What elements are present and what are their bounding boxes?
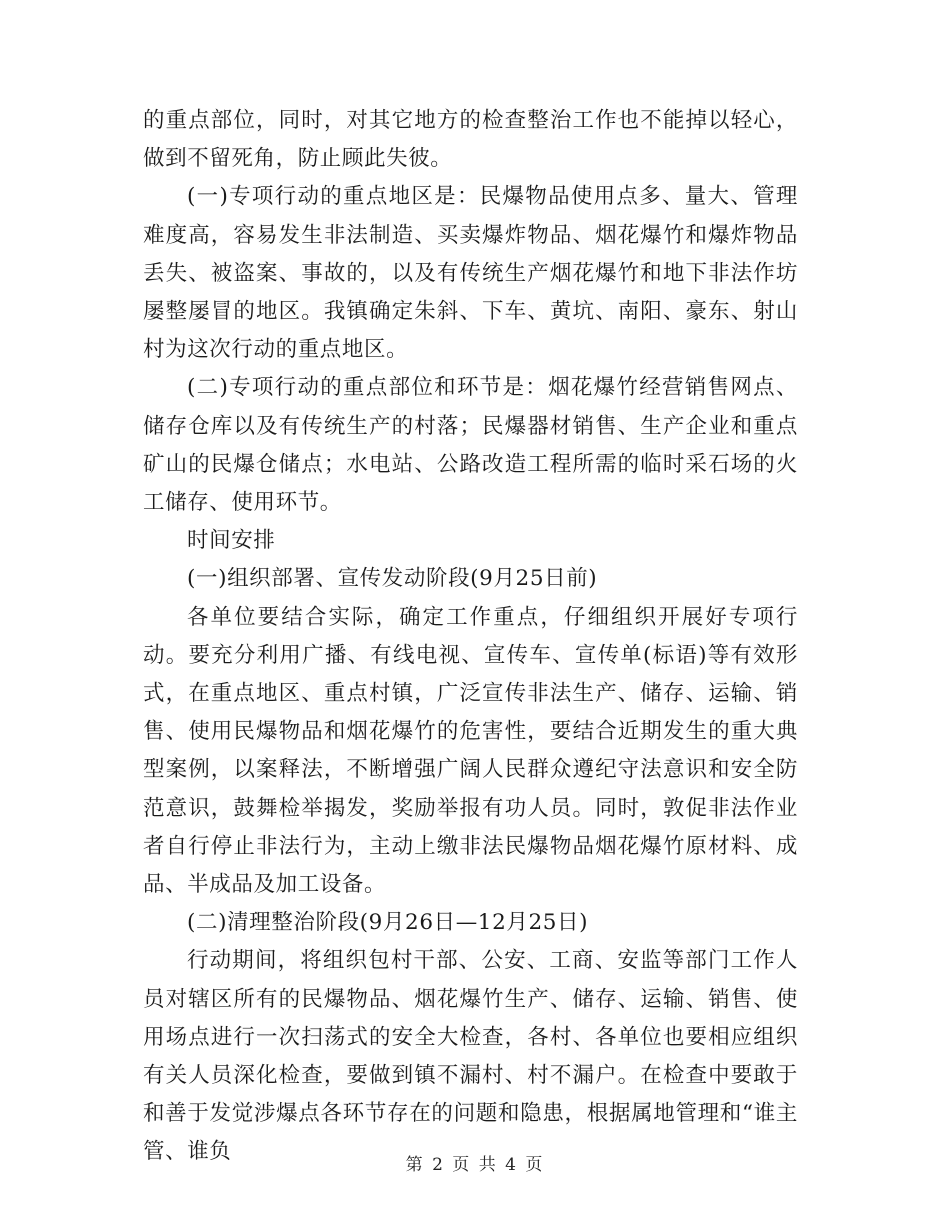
paragraph-phase-two: 行动期间，将组织包村干部、公安、工商、安监等部门工作人员对辖区所有的民爆物品、烟花爆竹生产、储存、运输、销售、使用场点进行一次扫荡式的安全大检查，各村、各单位也要相应组织有关人员深化检查，要做到镇不漏村、村不漏户。在检查中要敢于和善于发觉涉爆点各环节存在的问题和隐患，根据属地管理和“谁主管、谁负	[143, 948, 798, 1165]
paragraph-key-locations: (二)专项行动的重点部位和环节是：烟花爆竹经营销售网点、储存仓库以及有传统生产的村落；民爆器材销售、生产企业和重点矿山的民爆仓储点；水电站、公路改造工程所需的临时采石场的火工储存、使用环节。	[143, 375, 798, 516]
page-number-footer: 第 2 页 共 4 页	[405, 1155, 545, 1175]
paragraph-key-areas: (一)专项行动的重点地区是：民爆物品使用点多、量大、管理难度高，容易发生非法制造、买卖爆炸物品、烟花爆竹和爆炸物品丢失、被盗案、事故的，以及有传统生产烟花爆竹和地下非法作坊屡整屡冒的地区。我镇确定朱斜、下车、黄坑、南阳、豪东、射山村为这次行动的重点地区。	[143, 184, 798, 363]
subheading-phase-two: (二)清理整治阶段(9月26日—12月25日)	[187, 910, 589, 936]
section-heading-schedule: 时间安排	[187, 528, 276, 554]
document-body	[143, 102, 798, 1172]
subheading-phase-one: (一)组织部署、宣传发动阶段(9月25日前)	[187, 566, 598, 592]
paragraph-continuation: 的重点部位，同时，对其它地方的检查整治工作也不能掉以轻心，做到不留死角，防止顾此失彼。	[143, 108, 798, 172]
paragraph-phase-one: 各单位要结合实际，确定工作重点，仔细组织开展好专项行动。要充分利用广播、有线电视、宣传车、宣传单(标语)等有效形式，在重点地区、重点村镇，广泛宣传非法生产、储存、运输、销售、使用民爆物品和烟花爆竹的危害性，要结合近期发生的重大典型案例，以案释法，不断增强广阔人民群众遵纪守法意识和安全防范意识，鼓舞检举揭发，奖励举报有功人员。同时，敦促非法作业者自行停止非法行为，主动上缴非法民爆物品烟花爆竹原材料、成品、半成品及加工设备。	[143, 604, 798, 898]
